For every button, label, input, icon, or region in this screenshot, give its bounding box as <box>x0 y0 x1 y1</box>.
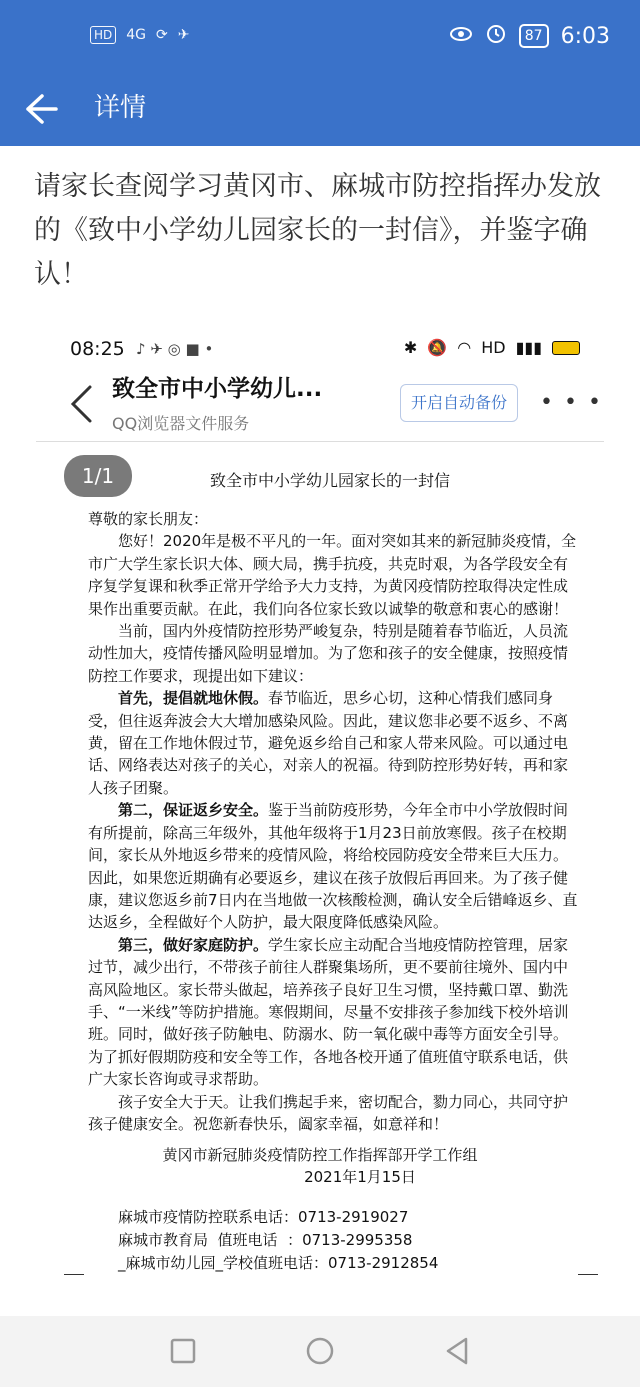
letter-paragraph <box>88 687 582 799</box>
contact-line: 麻城市疫情防控联系电话：0713-2919027 <box>118 1208 409 1226</box>
contact-line: _麻城市幼儿园_学校值班电话：0713-2912854 <box>118 1254 439 1272</box>
back-arrow-icon[interactable] <box>22 90 60 128</box>
hd-badge: HD <box>90 26 116 44</box>
bluetooth-icon: ✱ <box>403 338 418 357</box>
message-text: 请家长查阅学习黄冈市、麻城市防控指挥办发放的《致中小学幼儿园家长的一封信》，并鉴字确认！ <box>34 171 601 290</box>
network-4g-icon: 4G <box>126 27 147 43</box>
paragraph-heading: 第三，做好家庭防护。 <box>118 935 269 954</box>
more-options-icon[interactable]: • • • <box>540 390 603 415</box>
signal-icon: ▮▮▮ <box>515 338 542 357</box>
letter-paragraph: 当前，国内外疫情防控形势严峻复杂，特别是随着春节临近，人员流动性加大，疫情传播风险明显增加。为了您和孩子的安全健康，按照疫情防控工作要求，现提出如下建议： <box>88 622 569 685</box>
sync-icon: ⟳ <box>156 27 168 43</box>
contact-list <box>118 1206 438 1275</box>
letter-paragraph: 您好！2020年是极不平凡的一年。面对突如其来的新冠肺炎疫情，全市广大学生家长识大体、顾大局，携手抗疫，共克时艰，为各学段安全有序复学复课和秋季正常开学给予大力支持，为黄冈疫情防控取得决定性成果作出重要贡献。在此，我们向各位家长致以诚挚的敬意和衷心的感谢！ <box>88 532 577 618</box>
letter-salutation: 尊敬的家长朋友： <box>88 510 209 528</box>
status-right-icons <box>449 22 610 50</box>
wifi-icon: ◠ <box>457 338 472 357</box>
paragraph-heading: 第二，保证返乡安全。 <box>118 801 269 820</box>
divider <box>36 441 604 442</box>
eye-icon <box>449 24 473 49</box>
nav-back-icon[interactable] <box>442 1336 472 1366</box>
letter-paragraph <box>88 934 582 1091</box>
letter-title: 致全市中小学幼儿园家长的一封信 <box>209 471 450 490</box>
clock: 6:03 <box>560 23 610 49</box>
letter-body <box>88 508 582 1135</box>
embedded-status-left-icons: ♪ ✈ ◎ ■ • <box>136 340 214 358</box>
embedded-file-title: 致全市中小学幼儿... <box>112 376 323 402</box>
paragraph-text: 学生家长应主动配合当地疫情防控管理，居家过节，减少出行，不带孩子前往人群聚集场所，更不要前往境外、国内中高风险地区。家长带头做起，培养孩子良好卫生习惯，坚持戴口罩、勤洗手、“一米线”等防护措施。寒假期间，尽量不安排孩子参加线下校外培训班。同时，做好孩子防触电、防溺水、防一氧化碳中毒等方面安全引导。为了抓好假期防疫和安全等工作，各地各校开通了值班值守联系电话，供广大家长咨询或寻求帮助。 <box>88 935 569 1089</box>
status-left-icons <box>90 26 190 44</box>
embedded-hd-label: HD <box>481 338 506 357</box>
status-bar <box>0 0 640 74</box>
paragraph-text: 春节临近，思乡心切，这种心情我们感同身受，但往返奔波会大大增加感染风险。因此，建议您非必要不返乡、不离黄，留在工作地休假过节，避免返乡给自己和家人带来风险。可以通过电话、网络表达对孩子的关心，对亲人的祝福。待到防控形势好转，再和家人孩子团聚。 <box>88 689 569 797</box>
home-icon[interactable] <box>305 1336 335 1366</box>
page-edge-right <box>578 1274 598 1275</box>
auto-backup-button[interactable]: 开启自动备份 <box>400 384 518 422</box>
embedded-clock: 08:25 <box>70 338 125 360</box>
battery-indicator: 87 <box>519 24 549 48</box>
app-header <box>0 74 640 146</box>
paragraph-text: 鉴于当前防疫形势，今年全市中小学放假时间有所提前，除高三年级外，其他年级将于1月23日前放寒假。孩子在校期间，家长从外地返乡带来的疫情风险，将给校园防疫安全带来巨大压力。因此，如果您近期确有必要返乡，建议在孩子放假后再回来。为了孩子健康，建议您返乡前7日内在当地做一次核酸检测，确认安全后错峰返乡、直达返乡，全程做好个人防护，最大限度降低感染风险。 <box>88 801 578 932</box>
embedded-status-bar <box>70 338 580 364</box>
alarm-icon <box>485 22 507 50</box>
embedded-back-chevron-icon[interactable] <box>68 384 94 424</box>
app-notification-icon: ✈ <box>177 27 190 43</box>
mute-icon: 🔕 <box>427 338 448 357</box>
embedded-file-subtitle: QQ浏览器文件服务 <box>112 414 250 433</box>
page-title: 详情 <box>94 93 147 123</box>
recent-apps-icon[interactable] <box>168 1336 198 1366</box>
page-indicator: 1/1 <box>64 455 132 497</box>
paragraph-heading: 首先，提倡就地休假。 <box>118 689 269 708</box>
letter-paragraph <box>88 799 582 933</box>
page-edge-left <box>64 1274 84 1275</box>
letter-paragraph: 孩子安全大于天。让我们携起手来，密切配合，勠力同心，共同守护孩子健康安全。祝您新春快乐，阖家幸福，如意祥和！ <box>88 1092 569 1133</box>
embedded-status-right-icons <box>404 338 580 357</box>
embedded-battery-icon <box>552 341 580 355</box>
contact-line: 麻城市教育局 值班电话 ：0713-2995358 <box>118 1231 413 1249</box>
signature-org: 黄冈市新冠肺炎疫情防控工作指挥部开学工作组 <box>162 1146 478 1164</box>
signature-date: 2021年1月15日 <box>304 1168 416 1186</box>
system-nav-bar <box>0 1316 640 1387</box>
